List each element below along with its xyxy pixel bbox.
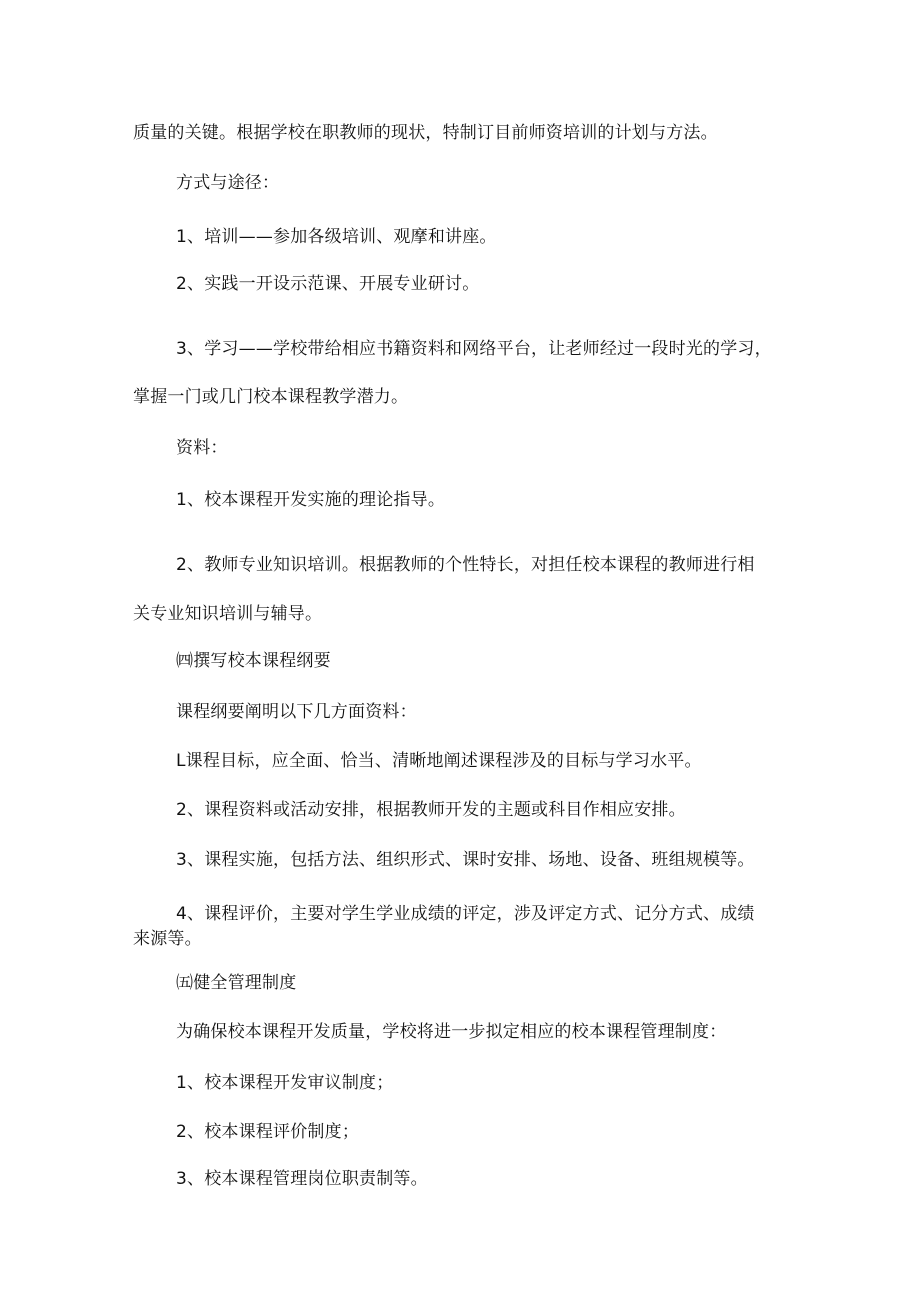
- text-line: 掌握一门或几门校本课程教学潜力。: [133, 387, 409, 407]
- text-line: 1、校本课程开发实施的理论指导。: [176, 490, 446, 510]
- text-line: 1、校本课程开发审议制度；: [176, 1073, 394, 1093]
- text-line: 3、学习——学校带给相应书籍资料和网络平台，让老师经过一段时光的学习，: [176, 339, 772, 359]
- text-line: 2、实践一开设示范课、开展专业研讨。: [176, 274, 480, 294]
- text-line: 1、培训——参加各级培训、观摩和讲座。: [176, 227, 497, 247]
- text-line: 2、教师专业知识培训。根据教师的个性特长，对担任校本课程的教师进行相: [176, 555, 755, 575]
- text-line: 为确保校本课程开发质量，学校将进一步拟定相应的校本课程管理制度：: [176, 1022, 727, 1042]
- text-line: 关专业知识培训与辅导。: [133, 604, 323, 624]
- text-line: 2、课程资料或活动安排，根据教师开发的主题或科目作相应安排。: [176, 800, 686, 820]
- section-heading: ㈤健全管理制度: [176, 973, 297, 993]
- text-line: 课程纲要阐明以下几方面资料：: [176, 702, 417, 722]
- text-line: 3、课程实施，包括方法、组织形式、课时安排、场地、设备、班组规模等。: [176, 850, 755, 870]
- text-line: 2、校本课程评价制度；: [176, 1122, 360, 1142]
- section-heading: ㈣撰写校本课程纲要: [176, 651, 331, 671]
- text-line: 来源等。: [133, 929, 202, 949]
- text-line: 3、校本课程管理岗位职责制等。: [176, 1169, 428, 1189]
- text-line: 质量的关键。根据学校在职教师的现状，特制订目前师资培训的计划与方法。: [133, 123, 718, 143]
- text-line: L课程目标，应全面、恰当、清晰地阐述课程涉及的目标与学习水平。: [176, 751, 702, 771]
- text-line: 4、课程评价，主要对学生学业成绩的评定，涉及评定方式、记分方式、成绩: [176, 904, 755, 924]
- text-line: 方式与途径：: [176, 173, 280, 193]
- text-line: 资料：: [176, 438, 228, 458]
